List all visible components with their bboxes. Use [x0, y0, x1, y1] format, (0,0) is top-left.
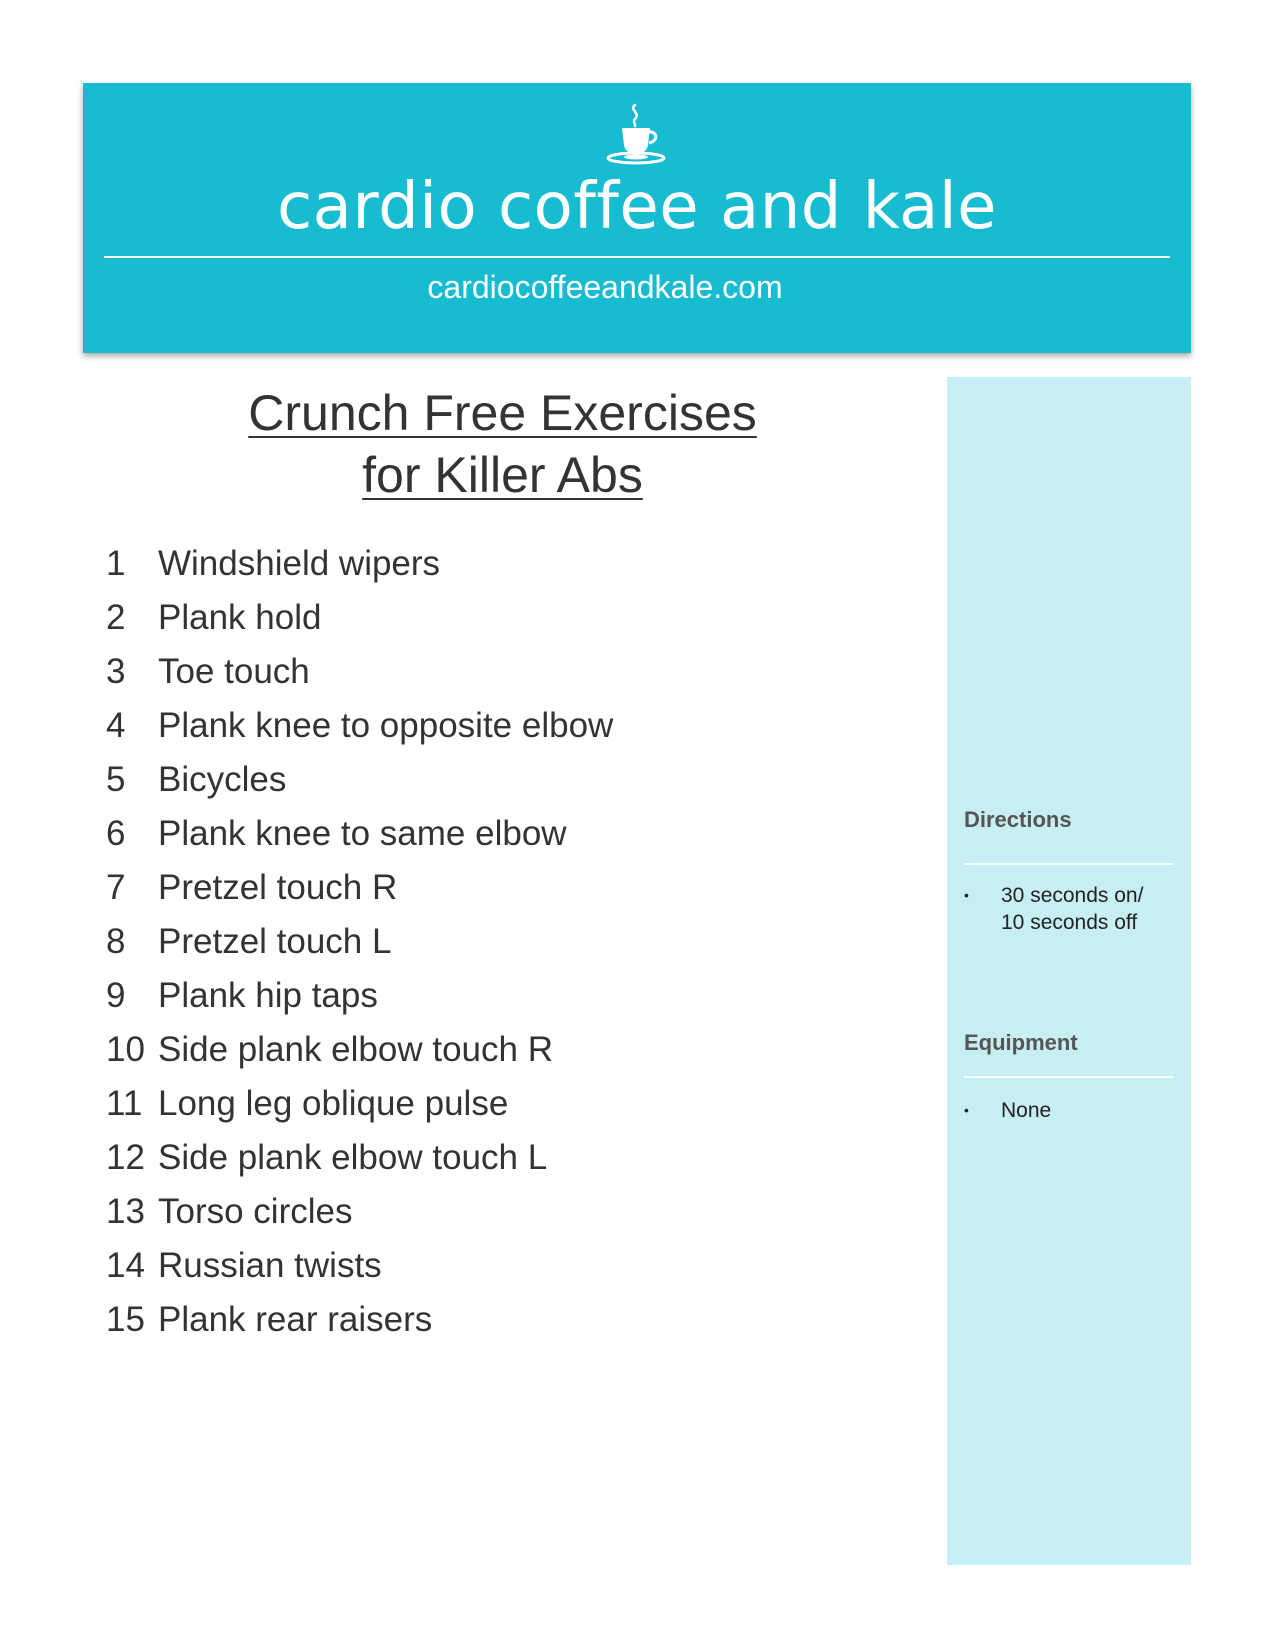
- exercise-name: Side plank elbow touch L: [158, 1138, 548, 1177]
- list-item: [106, 1185, 613, 1239]
- title-line-2: [100, 444, 905, 506]
- equipment-divider: [964, 1076, 1173, 1078]
- list-item: [106, 1131, 613, 1185]
- exercise-number: 9: [106, 976, 126, 1015]
- brand-name: cardio coffee and kale: [276, 170, 998, 244]
- directions-item: [964, 882, 1179, 936]
- exercise-name: Toe touch: [158, 652, 310, 691]
- exercise-name: Windshield wipers: [158, 544, 441, 583]
- exercise-number: 7: [106, 868, 126, 907]
- list-item: [106, 537, 613, 591]
- list-item: [106, 1239, 613, 1293]
- exercise-number: 6: [106, 814, 126, 853]
- exercise-name: Long leg oblique pulse: [158, 1084, 509, 1123]
- exercise-number: 15: [106, 1300, 145, 1339]
- exercise-name: Plank knee to same elbow: [158, 814, 567, 853]
- list-item: [106, 591, 613, 645]
- exercise-number: 12: [106, 1138, 145, 1177]
- exercise-name: Bicycles: [158, 760, 287, 799]
- title-line-2-text: for Killer Abs: [362, 447, 643, 503]
- header-divider: [104, 256, 1170, 258]
- page-title: [100, 382, 905, 506]
- list-item: [106, 699, 613, 753]
- exercise-list: [106, 537, 613, 1347]
- list-item: [106, 969, 613, 1023]
- exercise-number: 2: [106, 598, 126, 637]
- list-item: [106, 807, 613, 861]
- directions-heading: Directions: [964, 807, 1072, 832]
- exercise-name: Pretzel touch R: [158, 868, 398, 907]
- title-line-1-text: Crunch Free Exercises: [248, 385, 757, 441]
- list-item: [106, 753, 613, 807]
- exercise-number: 4: [106, 706, 126, 745]
- exercise-number: 10: [106, 1030, 145, 1069]
- exercise-number: 11: [106, 1084, 143, 1123]
- list-item: [106, 645, 613, 699]
- equipment-item: [964, 1097, 1179, 1124]
- exercise-number: 3: [106, 652, 126, 691]
- exercise-name: Pretzel touch L: [158, 922, 392, 961]
- exercise-number: 8: [106, 922, 126, 961]
- directions-text: 30 seconds on/ 10 seconds off: [1001, 884, 1144, 934]
- list-item: [106, 1293, 613, 1347]
- site-url-text[interactable]: cardiocoffeeandkale.com: [427, 269, 783, 305]
- bullet-icon: •: [964, 1102, 969, 1118]
- info-sidebar: [947, 377, 1191, 1565]
- header-banner: [83, 83, 1191, 353]
- exercise-name: Plank rear raisers: [158, 1300, 433, 1339]
- site-url[interactable]: [83, 271, 1191, 303]
- coffee-cup-icon: [83, 101, 1191, 167]
- list-item: [106, 861, 613, 915]
- equipment-heading: Equipment: [964, 1030, 1078, 1055]
- list-item: [106, 1077, 613, 1131]
- exercise-number: 1: [106, 544, 126, 583]
- title-line-1: [100, 382, 905, 444]
- exercise-number: 5: [106, 760, 126, 799]
- exercise-name: Side plank elbow touch R: [158, 1030, 553, 1069]
- exercise-number: 13: [106, 1192, 145, 1231]
- bullet-icon: •: [964, 887, 969, 903]
- exercise-name: Plank hold: [158, 598, 322, 637]
- directions-divider: [964, 863, 1173, 865]
- equipment-text: None: [1001, 1099, 1052, 1122]
- exercise-name: Plank hip taps: [158, 976, 378, 1015]
- exercise-name: Russian twists: [158, 1246, 382, 1285]
- exercise-name: Torso circles: [158, 1192, 353, 1231]
- exercise-number: 14: [106, 1246, 145, 1285]
- list-item: [106, 1023, 613, 1077]
- list-item: [106, 915, 613, 969]
- exercise-name: Plank knee to opposite elbow: [158, 706, 614, 745]
